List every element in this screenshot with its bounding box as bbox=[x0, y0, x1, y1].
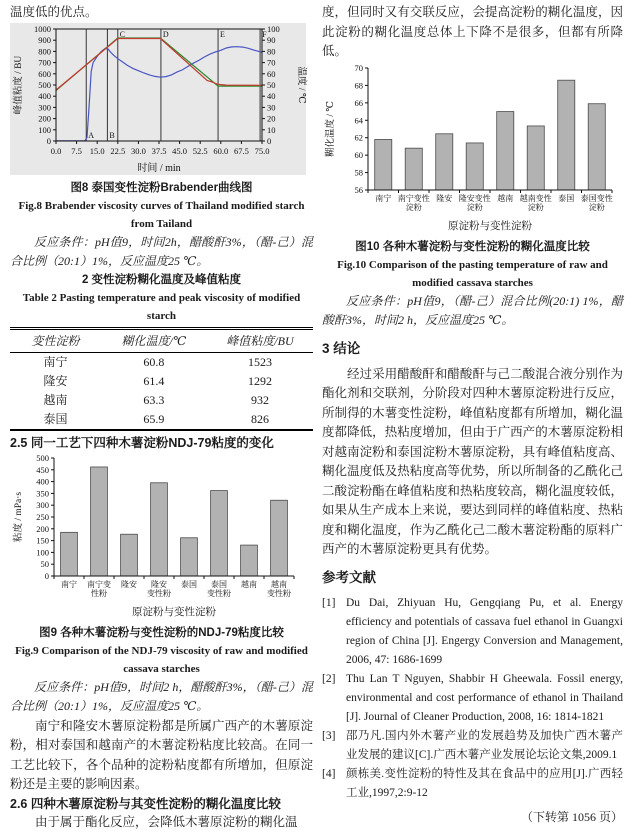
svg-text:淀粉: 淀粉 bbox=[406, 202, 422, 212]
fig10-caption-cn: 图10 各种木薯淀粉与变性淀粉的糊化温度比较 bbox=[322, 239, 623, 256]
svg-text:68: 68 bbox=[355, 80, 364, 90]
svg-text:B: B bbox=[109, 131, 114, 140]
svg-text:62: 62 bbox=[355, 132, 364, 142]
figure-8 bbox=[10, 23, 313, 233]
reference-number: [3] bbox=[322, 727, 346, 765]
svg-text:粘度 / mPa·s: 粘度 / mPa·s bbox=[12, 491, 24, 541]
svg-text:30.0: 30.0 bbox=[131, 146, 146, 156]
left-paragraph: 南宁和隆安木薯原淀粉都是所属广西产的木薯原淀粉，相对泰国和越南产的木薯淀粉粘度比较高。在同一工艺比较下，各个品种的淀粉粘度都有所增加，但原淀粉还是主要的影响因素。 bbox=[10, 717, 313, 795]
svg-text:峰值粘度 / BU: 峰值粘度 / BU bbox=[12, 55, 24, 114]
fig10-pasting-temp-bar-chart bbox=[322, 62, 618, 234]
conclusion-paragraph: 经过采用醋酸酐和醋酸酐与己二酸混合液分别作为酯化剂和交联剂，分阶段对四种木薯原淀粉进行反应，所制得的木薯变性淀粉，峰值粘度都有所增加，糊化温度都降低，热粘度增加，但由于广西产的木薯原淀粉相对越南淀粉和泰国淀粉木薯原淀粉，具有峰值粘度高、糊化温度低及热粘度高等优势，所以所制备的乙酰化己二酸淀粉酯在峰值粘度和热粘度较高，糊化温度较低，如果从生产成本上来说，要达到同样的峰值粘度、热粘度和糊化温度，作为乙酰化己二酸木薯淀粉酯的原料广西产的木薯原淀粉更具有优势。 bbox=[322, 365, 623, 560]
svg-text:60: 60 bbox=[267, 68, 276, 78]
svg-text:15.0: 15.0 bbox=[90, 146, 105, 156]
table-cell: 越南 bbox=[10, 391, 101, 410]
table-cell: 63.3 bbox=[101, 391, 207, 410]
svg-text:泰国: 泰国 bbox=[211, 579, 227, 589]
svg-text:22.5: 22.5 bbox=[110, 146, 125, 156]
svg-text:10: 10 bbox=[267, 124, 276, 134]
svg-text:泰国: 泰国 bbox=[181, 579, 197, 589]
table-row bbox=[10, 391, 313, 410]
table-cell: 61.4 bbox=[101, 372, 207, 391]
reference-text: Du Dai, Zhiyuan Hu, Gengqiang Pu, et al. Energy efficiency and potentials of cassava fuel ethanol in Guangxi region of China [J]. Engergy Conversion and Management, 2006, 47: 1686-1699 bbox=[346, 594, 623, 670]
svg-text:泰国变性: 泰国变性 bbox=[581, 193, 613, 203]
table-2-header-row bbox=[10, 328, 313, 352]
table-row bbox=[10, 352, 313, 372]
svg-text:F: F bbox=[262, 30, 267, 39]
reference-item bbox=[322, 670, 623, 727]
svg-text:45.0: 45.0 bbox=[172, 146, 187, 156]
svg-text:100: 100 bbox=[38, 124, 51, 134]
svg-text:隆安: 隆安 bbox=[436, 193, 452, 203]
svg-text:80: 80 bbox=[267, 46, 276, 56]
fig9-caption bbox=[10, 625, 313, 678]
svg-text:温度 / ℃: 温度 / ℃ bbox=[296, 66, 308, 103]
figure-9 bbox=[10, 452, 313, 678]
svg-text:变性粉: 变性粉 bbox=[267, 588, 291, 598]
svg-text:30: 30 bbox=[267, 102, 276, 112]
reference-item bbox=[322, 727, 623, 765]
svg-text:450: 450 bbox=[36, 464, 49, 474]
table2-title-en-1: Table 2 Pasting temperature and peak viscosity of modified bbox=[10, 289, 313, 307]
fig9-ndj79-bar-chart bbox=[10, 452, 302, 620]
fig9-caption-cn: 图9 各种木薯淀粉与变性淀粉的NDJ-79粘度比较 bbox=[10, 625, 313, 642]
fig10-caption-en-2: modified cassava starches bbox=[322, 274, 623, 292]
table2-title-en-2: starch bbox=[10, 307, 313, 325]
fig9-reaction-conditions: 反应条件：pH值9，时间2 h，醋酸酐3%，（醋-己）混合比例（20:1）1%，反应温度25 ℃。 bbox=[10, 678, 313, 717]
svg-text:南宁: 南宁 bbox=[61, 579, 77, 589]
svg-text:时间 / min: 时间 / min bbox=[137, 161, 180, 174]
fig8-brabender-line-chart bbox=[10, 23, 306, 175]
svg-text:南宁变: 南宁变 bbox=[87, 579, 111, 589]
left-column bbox=[10, 3, 313, 832]
svg-text:350: 350 bbox=[36, 488, 49, 498]
svg-text:700: 700 bbox=[38, 57, 51, 67]
svg-text:300: 300 bbox=[36, 500, 49, 510]
svg-text:150: 150 bbox=[36, 535, 49, 545]
table-row bbox=[10, 372, 313, 391]
reference-list bbox=[322, 594, 623, 803]
svg-text:越南: 越南 bbox=[497, 193, 513, 203]
svg-text:隆安: 隆安 bbox=[151, 579, 167, 589]
section-heading-2-6: 2.6 四种木薯原淀粉与其变性淀粉的糊化温度比较 bbox=[10, 795, 313, 813]
fig8-caption-en-1: Fig.8 Brabender viscosity curves of Thailand modified starch bbox=[10, 197, 313, 215]
figure-10 bbox=[322, 62, 623, 292]
reference-text: 颜栋美.变性淀粉的特性及其在食品中的应用[J].广西轻工业,1997,2:9-12 bbox=[346, 765, 623, 803]
reference-text: Thu Lan T Nguyen, Shabbir H Gheewala. Fossil energy, environmental and cost performance of ethanol in Thailand [J]. Journal of Cleaner Production, 2008, 16: 1814-1821 bbox=[346, 670, 623, 727]
svg-text:200: 200 bbox=[36, 523, 49, 533]
table-cell: 60.8 bbox=[101, 352, 207, 372]
fig10-caption bbox=[322, 239, 623, 292]
svg-text:75.0: 75.0 bbox=[255, 146, 270, 156]
fig8-caption bbox=[10, 180, 313, 233]
svg-text:糊化温度 / ℃: 糊化温度 / ℃ bbox=[324, 100, 336, 156]
svg-text:500: 500 bbox=[38, 80, 51, 90]
reference-number: [4] bbox=[322, 765, 346, 803]
svg-text:原淀粉与变性淀粉: 原淀粉与变性淀粉 bbox=[132, 605, 216, 618]
svg-text:越南: 越南 bbox=[271, 579, 287, 589]
svg-text:64: 64 bbox=[355, 115, 364, 125]
svg-text:变性粉: 变性粉 bbox=[207, 588, 231, 598]
svg-text:0: 0 bbox=[45, 571, 49, 581]
table-cell: 南宁 bbox=[10, 352, 101, 372]
fig8-caption-cn: 图8 泰国变性淀粉Brabender曲线图 bbox=[10, 180, 313, 197]
svg-text:0.0: 0.0 bbox=[51, 146, 62, 156]
svg-text:变性粉: 变性粉 bbox=[147, 588, 171, 598]
svg-text:泰国: 泰国 bbox=[558, 193, 574, 203]
svg-text:200: 200 bbox=[38, 113, 51, 123]
table-cell: 65.9 bbox=[101, 410, 207, 430]
svg-text:淀粉: 淀粉 bbox=[589, 202, 605, 212]
svg-text:58: 58 bbox=[355, 167, 364, 177]
svg-text:60.0: 60.0 bbox=[213, 146, 228, 156]
svg-text:越南变性: 越南变性 bbox=[520, 193, 552, 203]
fig9-caption-en-1: Fig.9 Comparison of the NDJ-79 viscosity of raw and modified bbox=[10, 642, 313, 660]
svg-text:性粉: 性粉 bbox=[91, 588, 107, 598]
svg-text:南宁: 南宁 bbox=[375, 193, 391, 203]
section-heading-3: 3 结论 bbox=[322, 339, 623, 359]
table-cell: 隆安 bbox=[10, 372, 101, 391]
svg-text:40: 40 bbox=[267, 91, 276, 101]
svg-text:20: 20 bbox=[267, 113, 276, 123]
svg-text:50: 50 bbox=[41, 559, 50, 569]
svg-text:400: 400 bbox=[38, 91, 51, 101]
right-top-paragraph: 度，但同时又有交联反应，会提高淀粉的糊化温度，因此淀粉的糊化温度总体上下降不是很多，但都有所降低。 bbox=[322, 3, 623, 62]
svg-text:400: 400 bbox=[36, 476, 49, 486]
svg-text:原淀粉与变性淀粉: 原淀粉与变性淀粉 bbox=[448, 219, 532, 232]
table-cell: 1292 bbox=[207, 372, 313, 391]
svg-text:南宁变性: 南宁变性 bbox=[398, 193, 430, 203]
svg-text:淀粉: 淀粉 bbox=[467, 202, 483, 212]
intro-line: 温度低的优点。 bbox=[10, 3, 313, 23]
reference-number: [1] bbox=[322, 594, 346, 670]
fig10-reaction-conditions: 反应条件：pH值9，（醋-己）混合比例(20:1) 1%，醋酸酐3%，时间2 h，反应温度25 ℃。 bbox=[322, 292, 623, 331]
svg-text:D: D bbox=[163, 30, 169, 39]
svg-text:C: C bbox=[120, 30, 125, 39]
svg-text:A: A bbox=[88, 131, 94, 140]
svg-text:52.5: 52.5 bbox=[193, 146, 208, 156]
svg-text:600: 600 bbox=[38, 68, 51, 78]
references-heading: 参考文献 bbox=[322, 568, 623, 588]
left-last-line: 由于属于酯化反应，会降低木薯原淀粉的糊化温 bbox=[10, 813, 313, 832]
svg-text:1000: 1000 bbox=[34, 24, 51, 34]
table-cell: 826 bbox=[207, 410, 313, 430]
svg-text:100: 100 bbox=[267, 24, 280, 34]
table-2-header-cell: 峰值粘度/BU bbox=[207, 328, 313, 352]
svg-text:50: 50 bbox=[267, 80, 276, 90]
svg-text:100: 100 bbox=[36, 547, 49, 557]
svg-text:67.5: 67.5 bbox=[234, 146, 249, 156]
svg-text:隆安变性: 隆安变性 bbox=[459, 193, 491, 203]
svg-text:66: 66 bbox=[355, 97, 364, 107]
table-2-header-cell: 糊化温度/℃ bbox=[101, 328, 207, 352]
table-cell: 1523 bbox=[207, 352, 313, 372]
reference-item bbox=[322, 765, 623, 803]
continued-on-page-note: （下转第 1056 页） bbox=[322, 807, 623, 827]
fig8-caption-en-2: from Tailand bbox=[10, 215, 313, 233]
fig9-caption-en-2: cassava starches bbox=[10, 660, 313, 678]
svg-text:越南: 越南 bbox=[241, 579, 257, 589]
section-heading-2-5: 2.5 同一工艺下四种木薯淀粉NDJ-79粘度的变化 bbox=[10, 434, 313, 452]
reference-text: 邵乃凡.国内外木薯产业的发展趋势及加快广西木薯产业发展的建议[C].广西木薯产业发展论坛论文集,2009.1 bbox=[346, 727, 623, 765]
svg-text:56: 56 bbox=[355, 185, 364, 195]
table-2-body bbox=[10, 352, 313, 430]
svg-text:900: 900 bbox=[38, 35, 51, 45]
fig8-reaction-conditions: 反应条件：pH值9，时间2h，醋酸酐3%，（醋-己）混合比例（20:1）1%，反应温度25 ℃。 bbox=[10, 233, 313, 272]
svg-text:60: 60 bbox=[355, 150, 364, 160]
table2-title-cn: 2 变性淀粉糊化温度及峰值粘度 bbox=[10, 272, 313, 289]
table-2-header-cell: 变性淀粉 bbox=[10, 328, 101, 352]
svg-text:0: 0 bbox=[47, 136, 51, 146]
svg-text:70: 70 bbox=[267, 57, 276, 67]
table-row bbox=[10, 410, 313, 430]
fig10-caption-en-1: Fig.10 Comparison of the pasting temperature of raw and bbox=[322, 256, 623, 274]
svg-text:70: 70 bbox=[355, 63, 364, 73]
svg-text:500: 500 bbox=[36, 453, 49, 463]
svg-text:800: 800 bbox=[38, 46, 51, 56]
svg-text:90: 90 bbox=[267, 35, 276, 45]
svg-text:隆安: 隆安 bbox=[121, 579, 137, 589]
svg-text:7.5: 7.5 bbox=[71, 146, 82, 156]
svg-text:0: 0 bbox=[267, 136, 271, 146]
svg-text:E: E bbox=[220, 30, 225, 39]
svg-text:250: 250 bbox=[36, 512, 49, 522]
table-cell: 932 bbox=[207, 391, 313, 410]
svg-text:37.5: 37.5 bbox=[152, 146, 167, 156]
reference-number: [2] bbox=[322, 670, 346, 727]
reference-item bbox=[322, 594, 623, 670]
right-column bbox=[322, 3, 623, 827]
svg-text:300: 300 bbox=[38, 102, 51, 112]
table-cell: 泰国 bbox=[10, 410, 101, 430]
svg-text:淀粉: 淀粉 bbox=[528, 202, 544, 212]
table-2 bbox=[10, 327, 313, 431]
